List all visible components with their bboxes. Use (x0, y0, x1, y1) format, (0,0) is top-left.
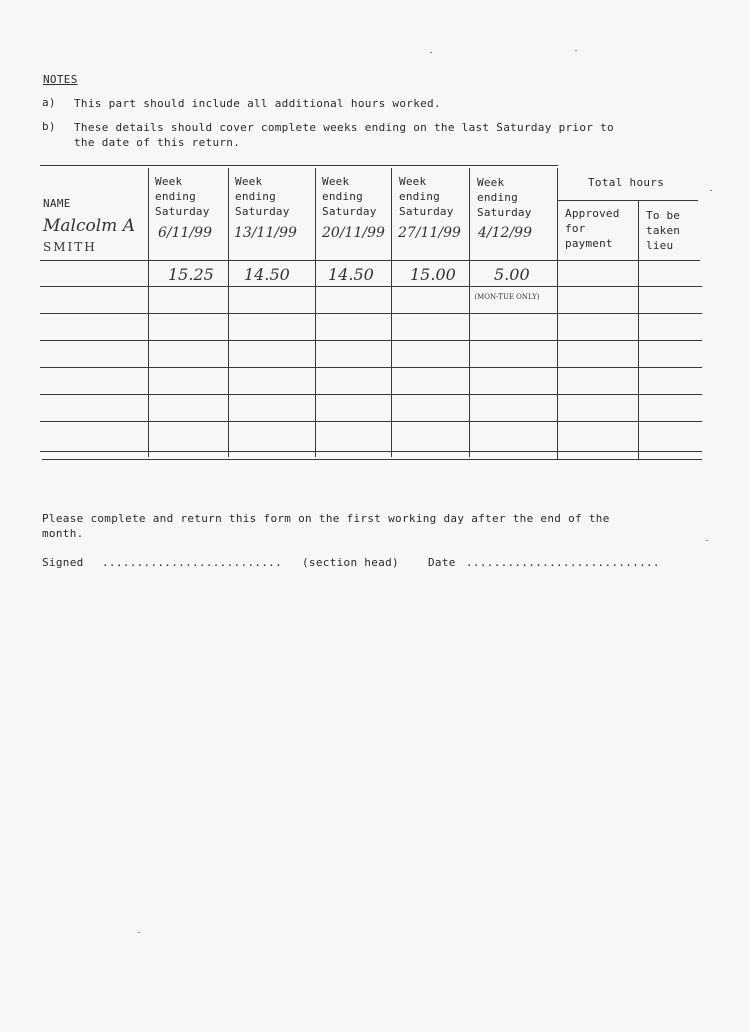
week-5-date: 4/12/99 (478, 225, 532, 241)
week-5-hours: 5.00 (494, 265, 530, 284)
row-rule-5 (40, 394, 702, 395)
week-1-header-line2: ending (155, 190, 196, 203)
approved-header-line1: Approved (565, 207, 620, 220)
date-line[interactable]: ............................ (466, 556, 660, 569)
row-rule-1 (40, 286, 702, 287)
approved-header-line3: payment (565, 237, 613, 250)
week-4-header-line1: Week (399, 175, 427, 188)
week-5-header-line3: Saturday (477, 206, 532, 219)
note-b-text-line1: These details should cover complete weeks ending on the last Saturday prior to (74, 121, 614, 134)
table-top-rule (40, 165, 558, 166)
week-4-hours: 15.00 (410, 265, 456, 284)
row-rule-2 (40, 313, 702, 314)
name-header: NAME (43, 197, 71, 210)
col-divider-1 (148, 168, 149, 457)
taken-lieu-header-line2: taken (646, 224, 681, 237)
week-4-header-line2: ending (399, 190, 440, 203)
col-divider-6 (557, 168, 558, 460)
week-2-header-line3: Saturday (235, 205, 290, 218)
col-divider-7 (638, 200, 639, 460)
week-1-hours: 15.25 (168, 265, 214, 284)
note-b-marker: b) (42, 120, 56, 133)
week-4-header-line3: Saturday (399, 205, 454, 218)
note-a-text: This part should include all additional hours worked. (74, 97, 441, 110)
week-5-header-line1: Week (477, 176, 505, 189)
week-2-date: 13/11/99 (234, 225, 297, 241)
taken-lieu-header-line1: To be (646, 209, 681, 222)
week-1-header-line3: Saturday (155, 205, 210, 218)
week-2-header-line2: ending (235, 190, 276, 203)
week-3-hours: 14.50 (328, 265, 374, 284)
col-divider-3 (315, 168, 316, 457)
taken-lieu-header-line3: lieu (646, 239, 674, 252)
week-1-header-line1: Week (155, 175, 183, 188)
instruction-line1: Please complete and return this form on the first working day after the end of the (42, 512, 610, 525)
employee-first-name: Malcolm A (43, 216, 135, 236)
notes-heading: NOTES (43, 73, 78, 86)
week-2-header (235, 174, 290, 219)
section-head-label: (section head) (302, 556, 399, 569)
total-hours-rule (558, 200, 698, 201)
signature-line[interactable]: .......................... (102, 556, 282, 569)
col-divider-5 (469, 168, 470, 457)
week-5-header (477, 175, 532, 220)
date-label: Date (428, 556, 456, 569)
note-a-marker: a) (42, 96, 56, 109)
note-b-text-line2: the date of this return. (74, 136, 241, 149)
signed-label: Signed (42, 556, 84, 569)
week-3-header-line3: Saturday (322, 205, 377, 218)
scan-speck (710, 190, 712, 191)
taken-lieu-header (646, 208, 680, 253)
scan-speck (138, 932, 140, 933)
header-bottom-rule (40, 260, 700, 261)
row-rule-7 (40, 451, 702, 452)
week-3-header-line1: Week (322, 175, 350, 188)
employee-surname: SMITH (43, 240, 97, 254)
total-hours-header: Total hours (588, 176, 665, 189)
week-5-note-text: (MON-TUE ONLY) (474, 293, 540, 301)
row-rule-3 (40, 340, 702, 341)
instruction-line2: month. (42, 527, 84, 540)
table-bottom-rule (42, 459, 702, 460)
week-5-header-line2: ending (477, 191, 518, 204)
week-3-header-line2: ending (322, 190, 363, 203)
week-3-date: 20/11/99 (322, 225, 385, 241)
week-3-header (322, 174, 377, 219)
week-1-header (155, 174, 210, 219)
week-4-date: 27/11/99 (398, 225, 461, 241)
approved-header-line2: for (565, 222, 586, 235)
col-divider-4 (391, 168, 392, 457)
row-rule-6 (40, 421, 702, 422)
week-2-hours: 14.50 (244, 265, 290, 284)
scan-speck (430, 52, 432, 53)
week-4-header (399, 174, 454, 219)
week-1-date: 6/11/99 (158, 225, 212, 241)
row-rule-4 (40, 367, 702, 368)
approved-header (565, 206, 620, 251)
week-5-note (472, 287, 542, 315)
scan-speck (575, 50, 577, 51)
scan-speck (706, 540, 708, 541)
week-2-header-line1: Week (235, 175, 263, 188)
col-divider-2 (228, 168, 229, 457)
